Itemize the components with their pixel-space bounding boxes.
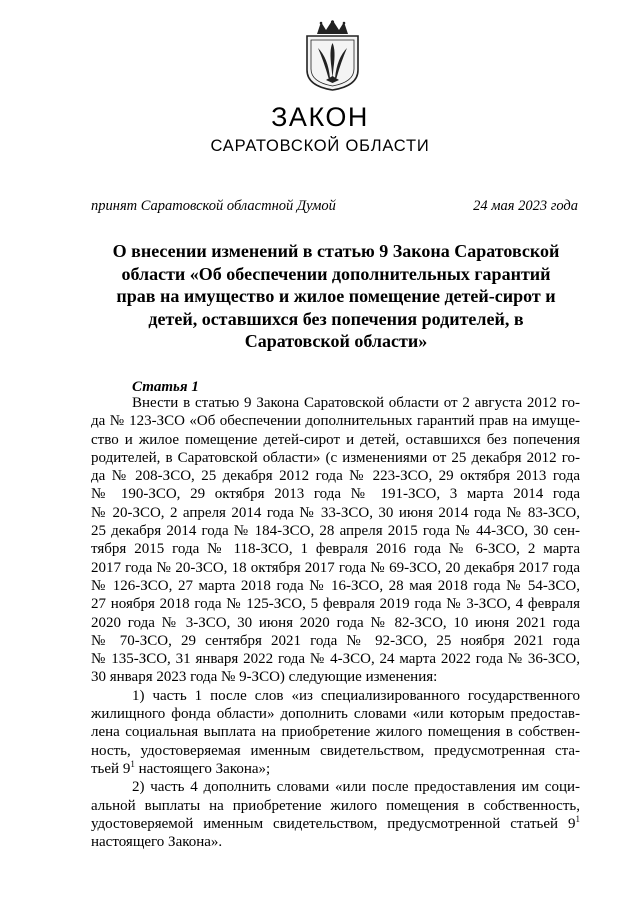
article-superscript: 1 — [130, 758, 135, 769]
body-line: ство и жилое помещение детей-сирот и детей, оставшихся без попечения — [91, 431, 580, 448]
item1-line: ность, удостоверяемая именным свидетельством, предусмотренная ста- — [91, 742, 580, 759]
item2-text: удостоверяемой именным свидетельством, предусмотренной статьей 9 — [91, 815, 576, 832]
article-superscript: 1 — [575, 813, 580, 824]
article-label: Статья 1 — [132, 379, 199, 395]
body-line: 2020 года № 3-ЗСО, 30 июня 2020 года № 82-ЗСО, 10 июня 2021 года — [91, 614, 580, 631]
body-line: № 190-ЗСО, 29 октября 2013 года № 191-ЗСО, 3 марта 2014 года — [91, 486, 580, 503]
item1-line: лена социальная выплата на приобретение жилого помещения в собствен- — [91, 724, 580, 741]
body-line: 30 января 2023 года № 9-ЗСО) следующие изменения: — [91, 669, 438, 686]
item2-line: 2) часть 4 дополнить словами «или после предоставления им соци- — [132, 779, 580, 796]
coat-of-arms-emblem — [304, 20, 361, 91]
item2-line-3 — [91, 815, 580, 833]
body-line: да № 123-ЗСО «Об обеспечении дополнительных гарантий прав на имуще- — [91, 413, 580, 430]
body-line: Внести в статью 9 Закона Саратовской области от 2 августа 2012 го- — [132, 395, 580, 411]
adopted-by: принят Саратовской областной Думой — [91, 198, 336, 214]
body-line: 27 ноября 2018 года № 125-ЗСО, 5 февраля 2019 года № 3-ЗСО, 4 февраля — [91, 596, 580, 613]
item1-line: жилищного фонда области» дополнить словами «или которым предостав- — [91, 706, 580, 723]
law-title: ЗАКОН — [271, 102, 369, 132]
body-line: № 70-ЗСО, 29 сентября 2021 года № 92-ЗСО, 25 ноября 2021 года — [91, 632, 580, 649]
item1-text: тьей 9 — [91, 760, 131, 777]
item1-last-line — [91, 760, 580, 778]
item1-line: 1) часть 1 после слов «из специализированного государственного — [132, 687, 580, 704]
body-line: да № 208-ЗСО, 25 декабря 2012 года № 223-ЗСО, 29 октября 2013 года — [91, 468, 580, 485]
body-line: № 135-ЗСО, 31 января 2022 года № 4-ЗСО, 24 марта 2022 года № 36-ЗСО, — [91, 651, 580, 668]
body-line: родителей, в Саратовской области» (с изменениями от 25 декабря 2012 го- — [91, 449, 580, 466]
heading-line: области «Об обеспечении дополнительных гарантий — [121, 263, 551, 284]
law-heading — [92, 240, 580, 353]
body-line: № 126-ЗСО, 27 марта 2018 года № 16-ЗСО, 28 мая 2018 года № 54-ЗСО, — [91, 577, 580, 594]
heading-line: детей, оставшихся без попечения родителей, в — [148, 308, 524, 329]
body-line: 2017 года № 20-ЗСО, 18 октября 2017 года № 69-ЗСО, 20 декабря 2017 года — [91, 559, 580, 576]
item2-line: альной выплаты на приобретение жилого помещения в собственность, — [91, 797, 580, 814]
heading-line: О внесении изменений в статью 9 Закона Саратовской — [112, 241, 560, 261]
heading-line: Саратовской области» — [244, 331, 428, 351]
region-title: САРАТОВСКОЙ ОБЛАСТИ — [210, 137, 430, 155]
body-line: 25 декабря 2014 года № 184-ЗСО, 28 апреля 2015 года № 44-ЗСО, 30 сен- — [91, 523, 580, 540]
body-line: № 20-ЗСО, 2 апреля 2014 года № 33-ЗСО, 30 июня 2014 года № 83-ЗСО, — [91, 504, 580, 521]
adopted-date: 24 мая 2023 года — [473, 198, 578, 214]
item1-text: настоящего Закона»; — [134, 760, 271, 777]
item2-last-line: настоящего Закона». — [91, 834, 223, 851]
body-line: тября 2015 года № 118-ЗСО, 1 февраля 2016 года № 6-ЗСО, 2 марта — [91, 541, 580, 558]
crown-icon — [317, 20, 348, 34]
heading-line: прав на имущество и жилое помещение детей-сирот и — [116, 286, 556, 306]
article-body — [91, 394, 580, 851]
